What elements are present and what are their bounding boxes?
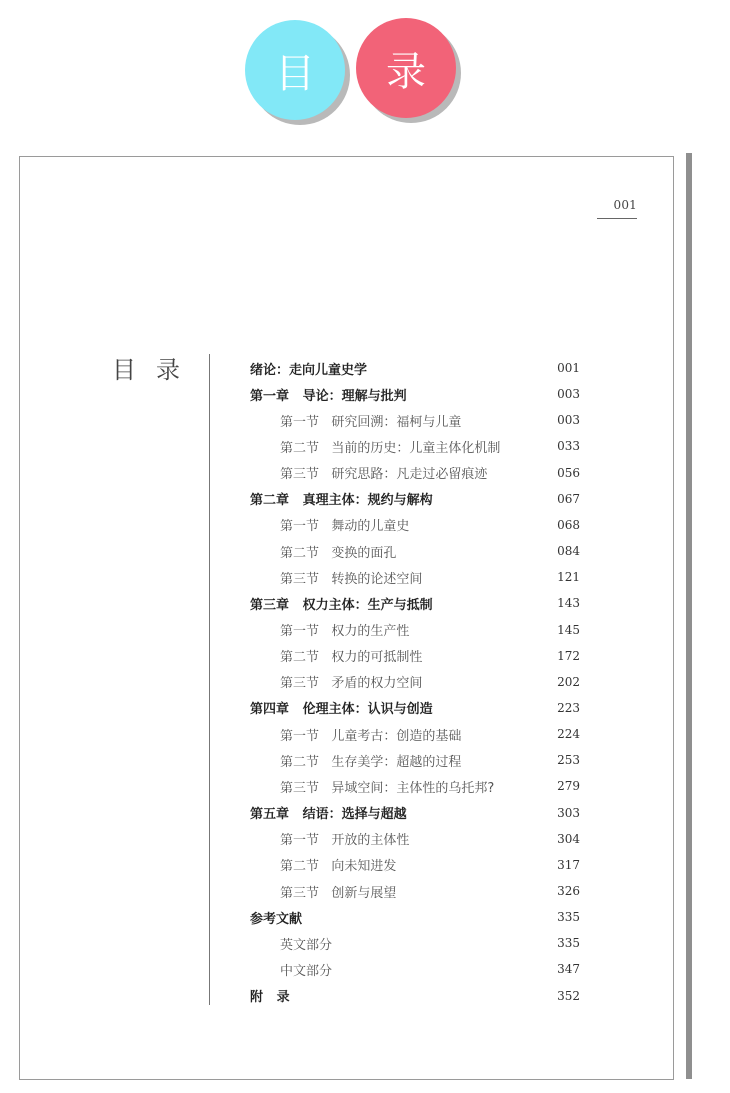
toc-entry-label: 第二节 变换的面孔 <box>280 545 397 561</box>
toc-entry-label: 第一节 研究回溯：福柯与儿童 <box>280 414 462 430</box>
toc-section-row <box>280 408 580 432</box>
toc-chapter-row <box>250 487 580 511</box>
toc-entry-page: 003 <box>557 413 580 428</box>
toc-entry-page: 253 <box>557 753 580 768</box>
badge-text-mu: 目 <box>275 50 315 97</box>
toc-section-row <box>280 618 580 642</box>
toc-entry-page: 084 <box>557 544 580 559</box>
toc-section-row <box>280 931 580 955</box>
book-page <box>19 156 674 1080</box>
toc-entry-label: 第三节 创新与展望 <box>280 885 397 901</box>
toc-section-row <box>280 722 580 746</box>
toc-entry-label: 第三节 矛盾的权力空间 <box>280 676 423 692</box>
toc-entry-label: 第三节 研究思路：凡走过必留痕迹 <box>280 467 488 483</box>
toc-entry-label: 参考文献 <box>250 911 303 927</box>
toc-entry-label: 第一节 舞动的儿童史 <box>280 519 410 535</box>
toc-entry-page: 335 <box>557 910 580 925</box>
toc-entry-label: 第二章 真理主体：规约与解构 <box>250 493 433 509</box>
toc-section-row <box>280 513 580 537</box>
toc-entry-label: 第一节 开放的主体性 <box>280 833 410 849</box>
toc-entry-label: 第三节 异域空间：主体性的乌托邦? <box>280 780 495 796</box>
toc-chapter-row <box>250 905 580 929</box>
toc-entry-page: 033 <box>557 439 580 454</box>
toc-badge-lu <box>356 18 456 118</box>
toc-section-row <box>280 434 580 458</box>
toc-chapter-row <box>250 984 580 1008</box>
toc-chapter-row <box>250 591 580 615</box>
toc-entry-page: 121 <box>557 570 580 585</box>
page-number: 001 <box>613 198 637 212</box>
toc-entry-page: 224 <box>557 727 580 742</box>
toc-entry-label: 中文部分 <box>280 963 333 979</box>
toc-section-row <box>280 565 580 589</box>
toc-entry-label: 绪论：走向儿童史学 <box>250 362 368 378</box>
toc-entry-label: 第一节 儿童考古：创造的基础 <box>280 728 462 744</box>
toc-section-row <box>280 644 580 668</box>
toc-entry-page: 335 <box>557 936 580 951</box>
toc-entry-label: 第二节 生存美学：超越的过程 <box>280 754 462 770</box>
toc-chapter-row <box>250 356 580 380</box>
toc-entry-page: 067 <box>557 491 580 506</box>
toc-entry-label: 第五章 结语：选择与超越 <box>250 807 407 823</box>
toc-entry-page: 223 <box>557 700 580 715</box>
toc-entry-label: 第三章 权力主体：生产与抵制 <box>250 597 433 613</box>
toc-entry-page: 001 <box>557 361 580 375</box>
toc-entry-page: 317 <box>557 857 580 872</box>
badge-text-lu: 录 <box>386 48 426 95</box>
toc-section-row <box>280 957 580 981</box>
toc-entry-page: 304 <box>557 831 580 846</box>
toc-entry-page: 303 <box>557 805 580 820</box>
toc-entry-label: 第三节 转换的论述空间 <box>280 571 423 587</box>
toc-section-row <box>280 748 580 772</box>
toc-entry-label: 第二节 权力的可抵制性 <box>280 650 423 666</box>
toc-entry-page: 279 <box>557 779 580 794</box>
toc-chapter-row <box>250 696 580 720</box>
toc-entry-page: 056 <box>557 465 580 480</box>
toc-section-row <box>280 853 580 877</box>
toc-heading: 目录 <box>112 356 200 384</box>
toc-entry-label: 第一章 导论：理解与批判 <box>250 388 407 404</box>
toc-badge-mu <box>245 20 345 120</box>
toc-entry-page: 347 <box>557 962 580 977</box>
toc-entry-page: 068 <box>557 517 580 532</box>
toc-chapter-row <box>250 801 580 825</box>
toc-section-row <box>280 670 580 694</box>
toc-entry-label: 第二节 向未知进发 <box>280 859 397 875</box>
toc-section-row <box>280 827 580 851</box>
toc-entry-page: 202 <box>557 674 580 689</box>
toc-entry-page: 326 <box>557 884 580 898</box>
toc-section-row <box>280 539 580 563</box>
toc-entry-label: 第四章 伦理主体：认识与创造 <box>250 702 433 718</box>
toc-entry-label: 英文部分 <box>280 937 333 953</box>
toc-entry-label: 第一节 权力的生产性 <box>280 624 410 639</box>
toc-entry-page: 172 <box>557 648 580 663</box>
page-shadow <box>686 153 692 1079</box>
toc-entry-label: 第二节 当前的历史：儿童主体化机制 <box>280 440 501 456</box>
toc-chapter-row <box>250 382 580 406</box>
toc-section-row <box>280 461 580 485</box>
toc-entry-page: 143 <box>557 596 580 611</box>
toc-entry-label: 附 录 <box>250 990 290 1006</box>
toc-entry-page: 352 <box>557 988 580 1003</box>
toc-list <box>20 157 673 1079</box>
toc-section-row <box>280 879 580 903</box>
toc-entry-page: 003 <box>557 387 580 402</box>
toc-entry-page: 145 <box>557 622 580 637</box>
toc-section-row <box>280 774 580 798</box>
